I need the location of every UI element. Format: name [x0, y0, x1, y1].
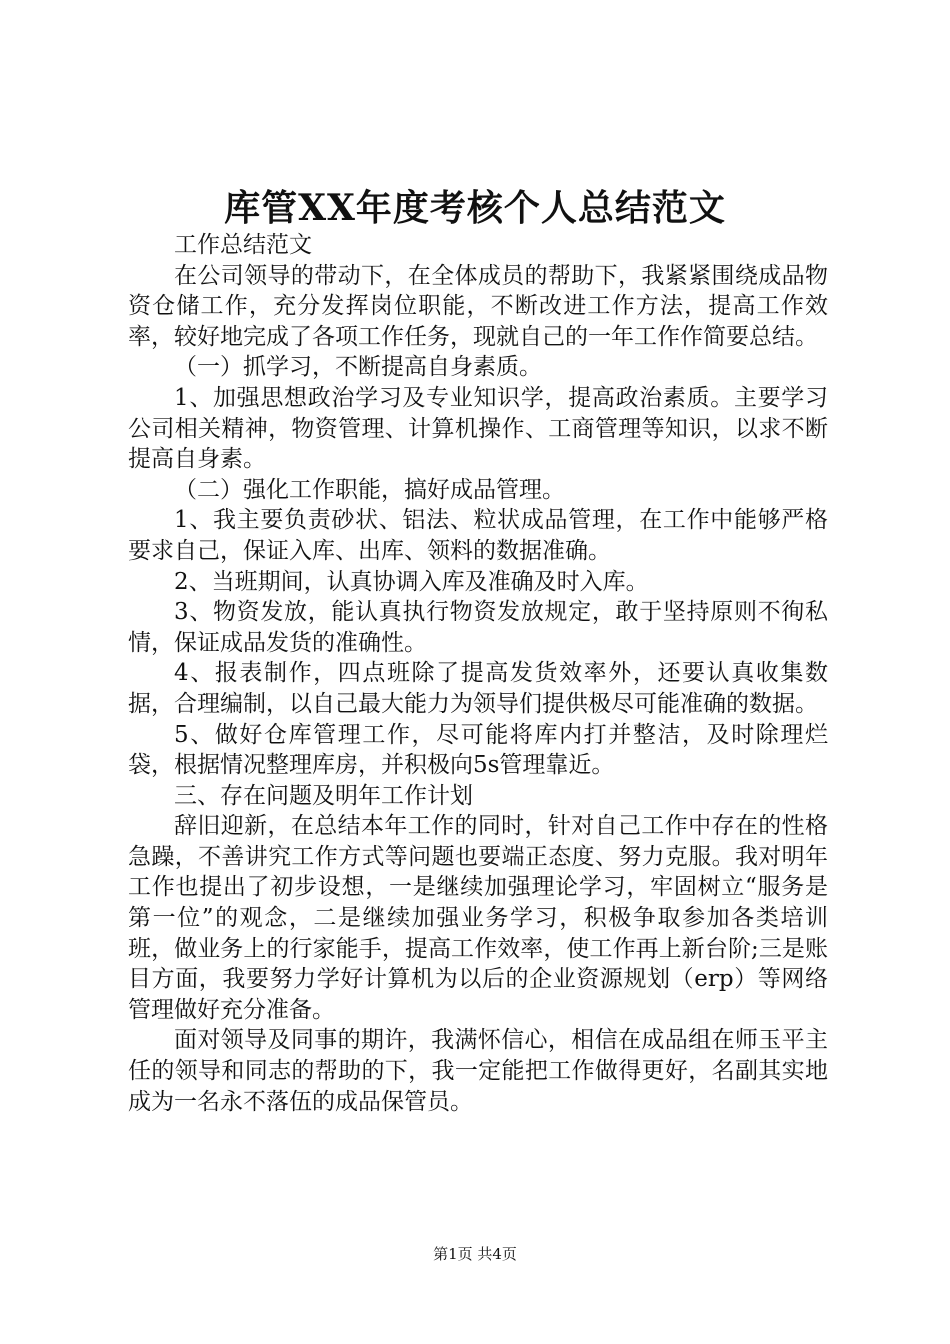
paragraph-management-2: 2、当班期间，认真协调入库及准确及时入库。: [174, 568, 649, 595]
section-heading-study: （一）抓学习，不断提高自身素质。: [174, 354, 542, 381]
section-heading-plan: 三、存在问题及明年工作计划: [174, 782, 473, 809]
paragraph-closing: 面对领导及同事的期许，我满怀信心，相信在成品组在师玉平主任的领导和同志的帮助的下，我一定能把工作做得更好，名副其实地成为一名永不落伍的成品保管员。: [128, 1027, 828, 1115]
document-body: [128, 230, 828, 1117]
section-heading-management: （二）强化工作职能，搞好成品管理。: [174, 476, 565, 503]
document-title: 库管XX年度考核个人总结范文: [224, 187, 726, 229]
paragraph-management-4: 4、报表制作，四点班除了提高发货效率外，还要认真收集数据，合理编制，以自己最大能力为领导们提供极尽可能准确的数据。: [128, 660, 828, 717]
paragraph-study-1: 1、加强思想政治学习及专业知识学，提高政治素质。主要学习公司相关精神，物资管理、计算机操作、工商管理等知识，以求不断提高自身素。: [128, 384, 828, 473]
paragraph-intro: 在公司领导的带动下，在全体成员的帮助下，我紧紧围绕成品物资仓储工作，充分发挥岗位职能，不断改进工作方法，提高工作效率，较好地完成了各项工作任务，现就自己的一年工作作简要总结。: [128, 262, 828, 350]
paragraph-management-5: 5、做好仓库管理工作，尽可能将库内打并整洁，及时除理烂袋，根据情况整理库房，并积极向5s管理靠近。: [128, 721, 828, 779]
paragraph-plan: 辞旧迎新，在总结本年工作的同时，针对自己工作中存在的性格急躁，不善讲究工作方式等问题也要端正态度、努力克服。我对明年工作也提出了初步设想，一是继续加强理论学习，牢固树立“服务是第一位”的观念，二是继续加强业务学习，积极争取参加各类培训班，做业务上的行家能手，提高工作效率，使工作再上新台阶;三是账目方面，我要努力学好计算机为以后的企业资源规划（erp）等网络管理做好充分准备。: [128, 813, 828, 1023]
paragraph-intro-heading: 工作总结范文: [174, 232, 312, 258]
paragraph-management-3: 3、物资发放，能认真执行物资发放规定，敢于坚持原则不徇私情，保证成品发货的准确性。: [128, 599, 828, 656]
paragraph-management-1: 1、我主要负责砂状、铝法、粒状成品管理，在工作中能够严格要求自己，保证入库、出库、领料的数据准确。: [128, 507, 828, 564]
page-footer: 第1页 共4页: [433, 1245, 517, 1263]
